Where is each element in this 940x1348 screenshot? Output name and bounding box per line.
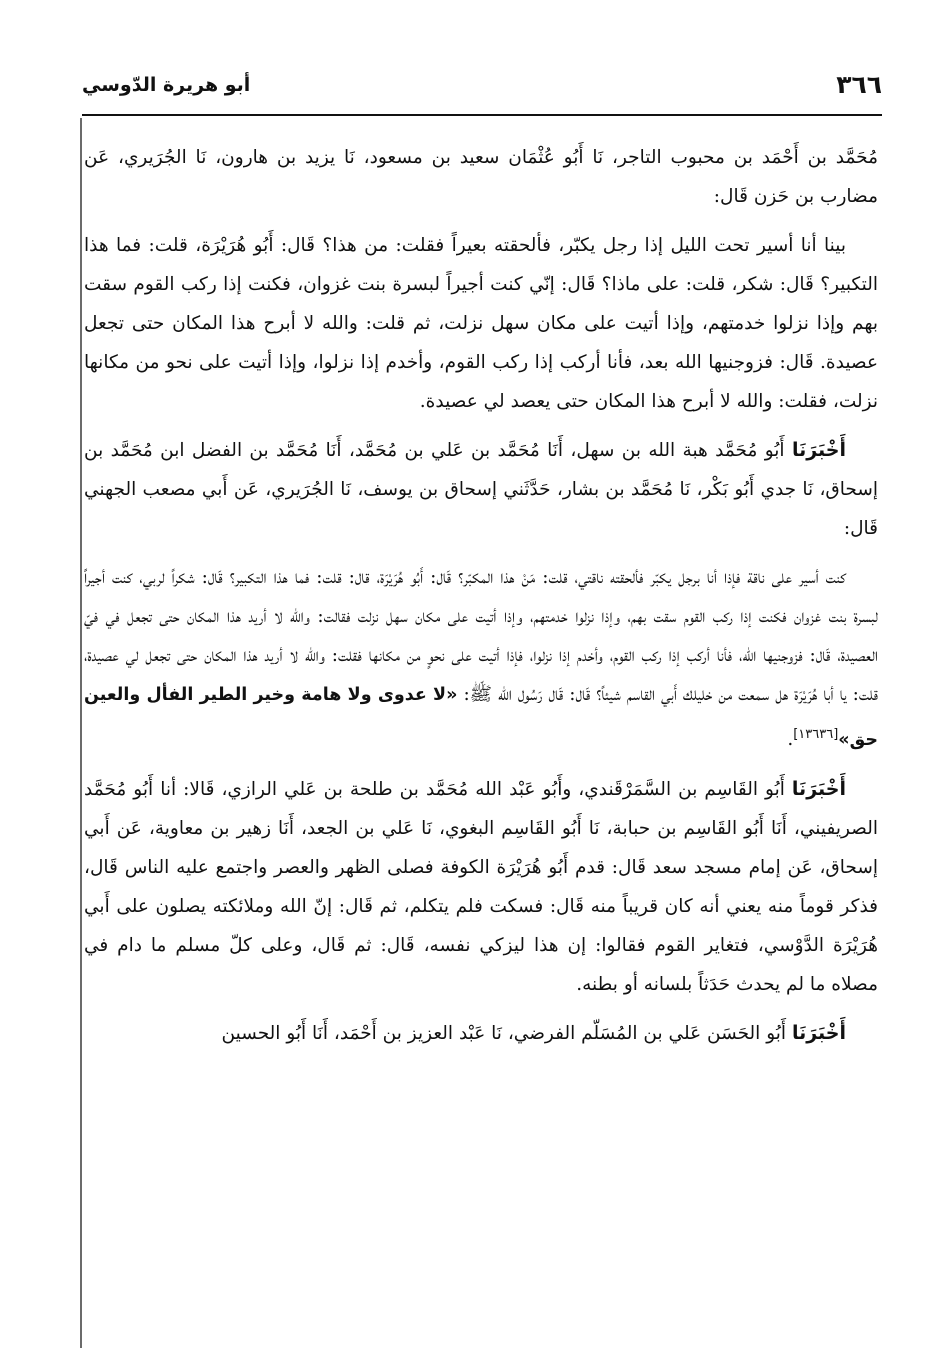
paragraph-end-mark: . <box>787 729 794 751</box>
paragraph-isnad-4 <box>84 1014 878 1053</box>
paragraph-narration-2-text: كنت أسير على ناقة فإذا أنا برجل يكبّر فألحقته ناقتي، قلت: مَنْ هذا المكبّر؟ قَال: أَبُو هُرَيْرَة، قال: قلت: فما هذا التكبير؟ قَال: شكراً لربي، كنت أجيراً لبسرة بنت غزوان فكنت إذا ركب القوم سقت بهم، وإذا نزلوا خدمتهم، وإذا أتيت على مكان سهل نزلت فقالت: والله لا أريد هذا المكان حتى تجعل في فيّ العصيدة، قَال: فزوجنيها الله، فأنا أركب إذا ركب القوم، وأخدم إذا نزلوا، فإذا أتيت على نحوٍ من مكانها فقلت: والله لا أريد هذا المكان حتى تجعل لي عصيدة، قلت: يا أبا هُرَيْرَة هل سمعت من خليلك أَبي القاسم شيئاً؟ قَال: قَال رَسُول الله ﷺ: <box>84 567 879 705</box>
page-number: ٣٦٦ <box>836 70 882 99</box>
page-body <box>84 138 878 1063</box>
paragraph-narration-1: بينا أنا أسير تحت الليل إذا رجل يكبّر، فألحقته بعيراً فقلت: من هذا؟ قَال: أَبُو هُرَيْرَة، قلت: فما هذا التكبير؟ قَال: شكر، قلت: على ماذا؟ قَال: إنّي كنت أجيراً لبسرة بنت غزوان، فكنت إذا ركب القوم سقت بهم وإذا نزلوا خدمتهم، وإذا أتيت على مكان سهل نزلت، ثم قلت: والله لا أبرح هذا المكان حتى تجعل عصيدة. قَال: فزوجنيها الله بعد، فأنا أركب إذا ركب القوم، وأخدم إذا نزلوا، وإذا أتيت على نحو من مكانها نزلت، فقلت: والله لا أبرح هذا المكان حتى يعصد لي عصيدة. <box>84 235 878 412</box>
paragraph-isnad-4-text: أَبُو الحَسَن عَلي بن المُسَلّم الفرضي، نَا عَبْد العزيز بن أَحْمَد، أَنَا أَبُو الحسين <box>221 1023 787 1045</box>
paragraph-isnad-1: مُحَمَّد بن أَحْمَد بن محبوب التاجر، نَا أَبُو عُثْمَان سعيد بن مسعود، نَا يزيد بن هارون، نَا الجُرَيري، عَن مضارب بن حَزن قَال: <box>84 147 878 207</box>
akhbarana-lead: أَخْبَرَنَا <box>791 1022 846 1045</box>
running-title: أبو هريرة الدّوسي <box>82 74 251 96</box>
akhbarana-lead: أَخْبَرَنَا <box>791 778 846 801</box>
paragraph-isnad-2-text: أَبُو مُحَمَّد هبة الله بن سهل، أَنَا مُحَمَّد بن عَلي بن مُحَمَّد، أَنَا مُحَمَّد بن الفضل ابن مُحَمَّد بن إسحاق، نَا جدي أَبُو بَكْر، نَا مُحَمَّد بن بشار، حَدَّثَني إسحاق بن يوسف، نَا الجُرَيري، عَن أَبي مصعب الجهني قَال: <box>84 440 878 539</box>
header-rule <box>82 114 882 116</box>
margin-rule <box>80 118 82 1348</box>
paragraph-isnad-3 <box>84 770 878 1004</box>
akhbarana-lead: أَخْبَرَنَا <box>791 439 846 461</box>
paragraph-narration-2 <box>84 558 878 760</box>
hadith-quote: «لا عدوى ولا هامة وخير الطير الفأل والعين حق» <box>84 685 878 751</box>
hadith-reference-number: [١٣٦٣٦] <box>793 727 839 742</box>
paragraph-isnad-3-text: أَبُو القَاسِم بن السَّمَرْقَندي، وأَبُو عَبْد الله مُحَمَّد بن طلحة بن عَلي الرازي، قَالا: أنا أَبُو مُحَمَّد الصريفيني، أَنَا أَبُو القَاسِم بن حبابة، نَا أَبُو القَاسِم البغوي، نَا عَلي بن الجعد، أَنَا زهير بن معاوية، عَن أَبي إسحاق، عَن إمام مسجد سعد قَال: قدم أَبُو هُرَيْرَة الكوفة فصلى الظهر والعصر واجتمع عليه الناس قَال، فذكر قوماً منه يعني أنه كان قريباً منه قَال: فسكت فلم يتكلم، ثم قَال: إنّ الله وملائكته يصلون على أَبي هُرَيْرَة الدَّوْسي، فتغاير القوم فقالوا: إن هذا ليزكي نفسه، قَال: ثم قَال، وعلى كلّ مسلم ما دام في مصلاه ما لم يحدث حَدَثاً بلسانه أو بطنه. <box>84 779 878 996</box>
page-header <box>82 68 882 108</box>
paragraph-isnad-2 <box>84 431 878 548</box>
